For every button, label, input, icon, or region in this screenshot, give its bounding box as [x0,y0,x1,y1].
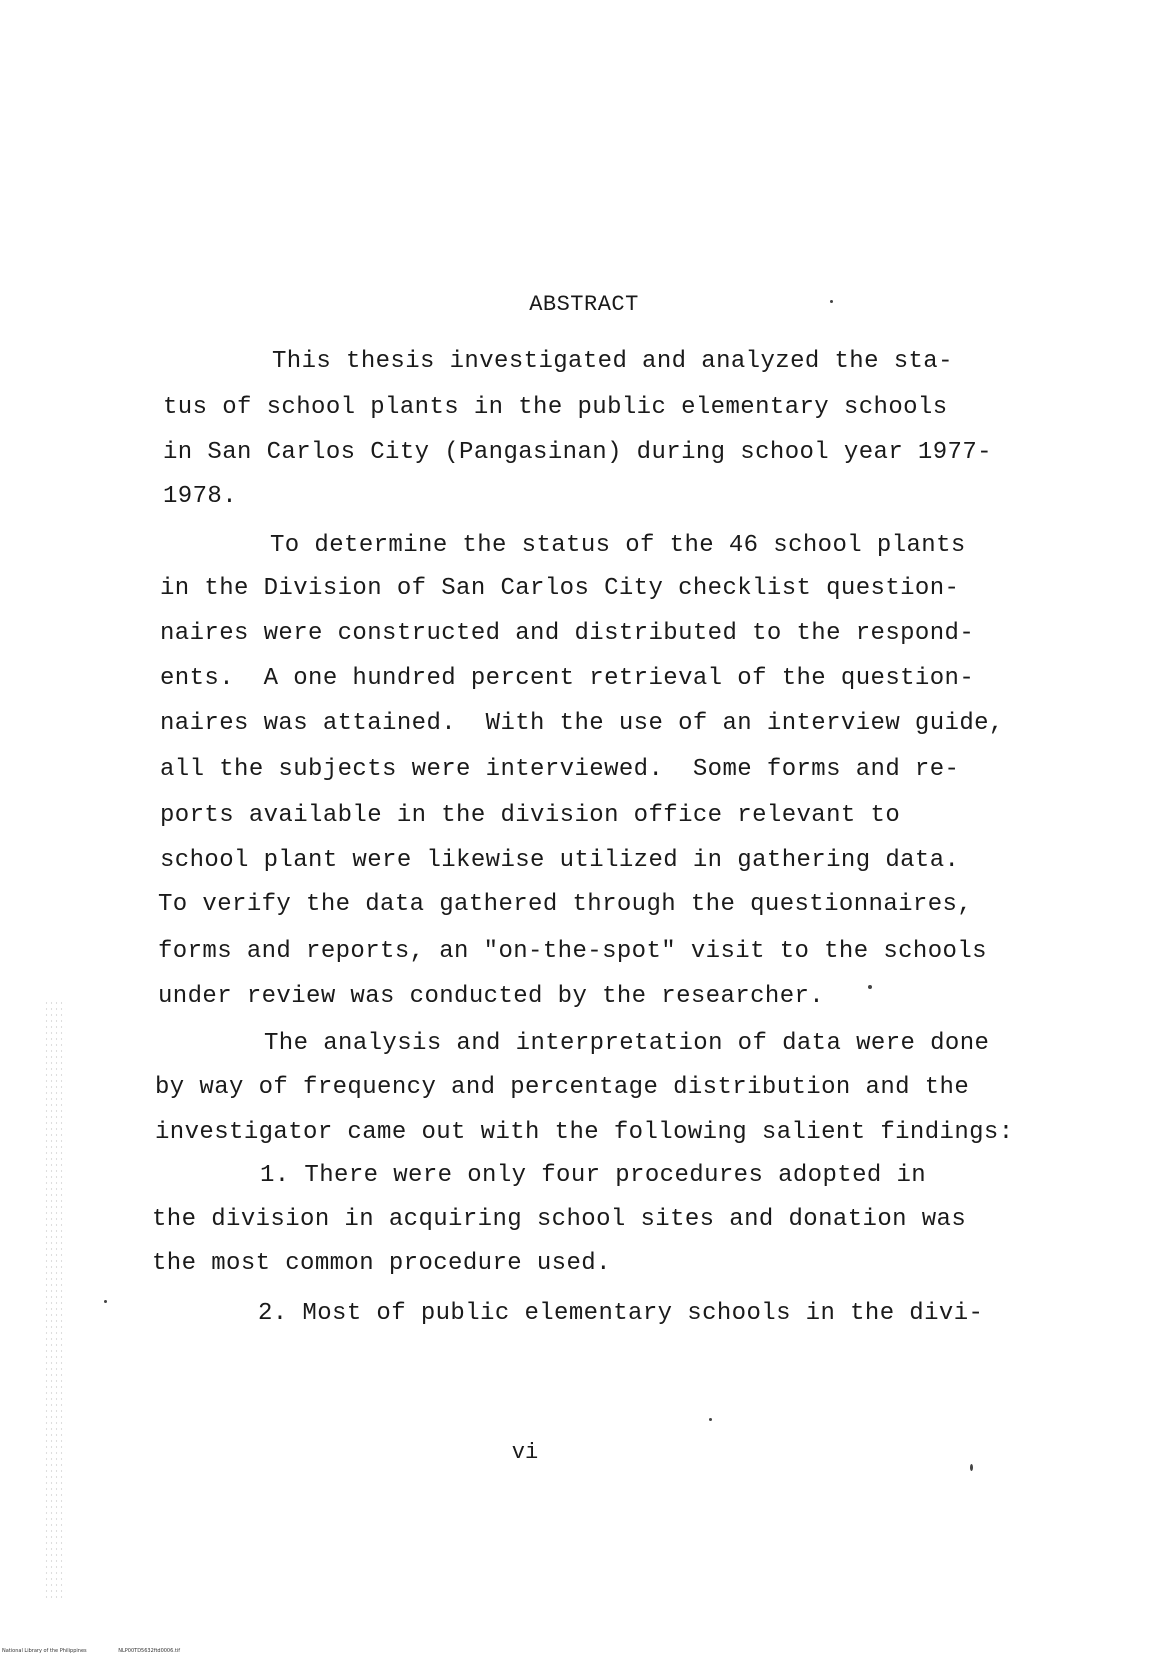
text-line: all the subjects were interviewed. Some forms and re- [160,756,960,783]
text-line: tus of school plants in the public elementary schools [163,394,948,421]
page-number: vi [511,1440,539,1465]
text-line: the division in acquiring school sites and donation was [152,1206,967,1233]
text-line: 2. Most of public elementary schools in the divi- [258,1300,984,1327]
text-line: To determine the status of the 46 school plants [270,532,966,559]
text-line: 1. There were only four procedures adopted in [260,1162,927,1189]
scan-speck [830,300,833,303]
text-line: naires were constructed and distributed to the respond- [160,620,975,647]
scan-speck [104,1300,107,1303]
text-line: forms and reports, an "on-the-spot" visit to the schools [158,938,987,965]
scan-speck [709,1418,712,1421]
text-line: under review was conducted by the researcher. [158,983,825,1010]
scan-noise [44,1000,66,1600]
scan-speck [970,1464,973,1471]
text-line: school plant were likewise utilized in gathering data. [160,847,960,874]
text-line: ents. A one hundred percent retrieval of the question- [160,665,975,692]
text-line: by way of frequency and percentage distribution and the [155,1074,970,1101]
text-line: The analysis and interpretation of data were done [264,1030,990,1057]
file-id-label: NLP00TD5632ftd0006.tif [118,1648,180,1654]
text-line: 1978. [163,483,238,510]
text-line: in the Division of San Carlos City checklist question- [160,575,960,602]
abstract-heading: ABSTRACT [529,292,639,317]
text-line: naires was attained. With the use of an interview guide, [160,710,1004,737]
text-line: ports available in the division office relevant to [160,802,901,829]
text-line: in San Carlos City (Pangasinan) during school year 1977- [163,439,992,466]
text-line: To verify the data gathered through the questionnaires, [158,891,973,918]
text-line: the most common procedure used. [152,1250,611,1277]
scan-footer [2,1648,210,1654]
text-line: This thesis investigated and analyzed the sta- [272,348,953,375]
scan-speck [868,985,872,989]
library-label: National Library of the Philippines [2,1648,87,1654]
text-line: investigator came out with the following salient findings: [155,1119,1014,1146]
